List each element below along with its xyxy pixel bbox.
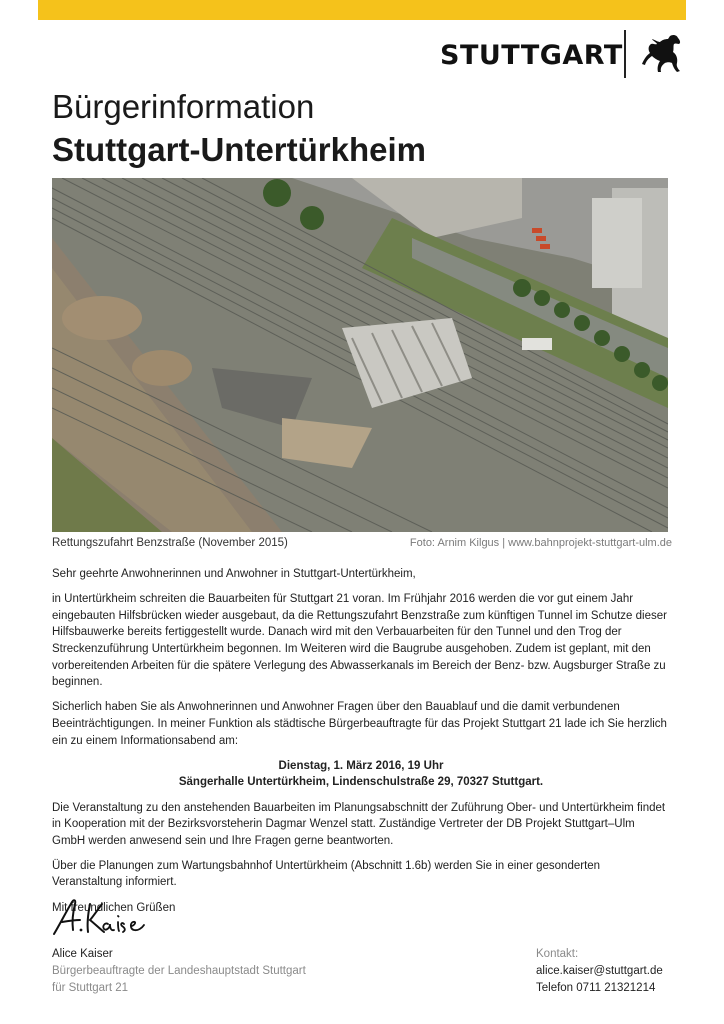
sender-role: Bürgerbeauftragte der Landeshauptstadt Stuttgart (52, 965, 306, 977)
paragraph-cooperation: Die Veranstaltung zu den anstehenden Bauarbeiten im Planungsabschnitt der Zuführung Ober- und Untertürkheim findet in Kooperation mit der Bezirksvorsteherin Dagmar Wenzel statt. Zuständige Vertreter der DB Projekt Stuttgart–Ulm GmbH werden anwesend sein und Ihre Fragen gerne beantworten. (52, 801, 666, 847)
sender-block (52, 946, 306, 997)
contact-phone: Telefon 0711 21321214 (536, 982, 656, 994)
paragraph-invitation: Sicherlich haben Sie als Anwohnerinnen und Anwohner Fragen über den Bauablauf und die damit verbundenen Beeinträchtigungen. In meiner Funktion als städtische Bürgerbeauftragte für das Projekt Stuttgart 21 lade ich Sie herzlich ein zu einem Informationsabend am: (52, 701, 667, 747)
page-subtitle: Stuttgart-Untertürkheim (52, 131, 427, 168)
stuttgart-logo (440, 30, 690, 80)
paragraph-maintenance: Über die Planungen zum Wartungsbahnhof Untertürkheim (Abschnitt 1.6b) werden Sie in einer gesonderten Veranstaltung informiert. (52, 859, 601, 889)
contact-label: Kontakt: (536, 948, 579, 960)
letter-body (52, 566, 670, 925)
contact-block (536, 946, 663, 997)
sender-role-project: für Stuttgart 21 (52, 982, 129, 994)
sender-name: Alice Kaiser (52, 948, 113, 960)
logo-divider (624, 30, 626, 78)
contact-email[interactable]: alice.kaiser@stuttgart.de (536, 965, 663, 977)
event-place: Sängerhalle Untertürkheim, Lindenschulstraße 29, 70327 Stuttgart. (178, 776, 544, 789)
salutation: Sehr geehrte Anwohnerinnen und Anwohner in Stuttgart-Untertürkheim, (52, 568, 416, 580)
event-date: Dienstag, 1. März 2016, 19 Uhr (278, 759, 444, 772)
brand-name: STUTTGART (440, 40, 623, 71)
top-accent-bar (38, 0, 686, 20)
handwritten-signature (50, 894, 150, 940)
rearing-horse-icon (640, 32, 684, 74)
photo-caption: Rettungszufahrt Benzstraße (November 2015) (52, 537, 288, 549)
paragraph-construction: in Untertürkheim schreiten die Bauarbeiten für Stuttgart 21 voran. Im Frühjahr 2016 werden die vor gut einem Jahr eingebauten Hilfsbrücken wieder ausgebaut, da die Rettungszufahrt Benzstraße zum künftigen Tunnel im Schutze dieser Hilfsbauwerke bereits fertiggestellt wurde. Danach wird mit den Verbauarbeiten für den Tunnel und den Trog der Streckenzuführung Untertürkheim begonnen. Im Weiteren wird die Baugrube ausgehoben. Zudem ist geplant, mit den vorbereitenden Arbeiten für die spätere Verlegung des Abwasserkanals im Bereich der Benz- bzw. Augsburger Straße zu beginnen. (52, 593, 667, 689)
photo-credit: Foto: Arnim Kilgus | www.bahnprojekt-stuttgart-ulm.de (409, 537, 672, 549)
aerial-photo-railway-construction (52, 178, 668, 532)
event-details (52, 758, 670, 791)
page-title: Bürgerinformation (52, 88, 315, 125)
closing: Mit freundlichen Grüßen (52, 901, 176, 914)
